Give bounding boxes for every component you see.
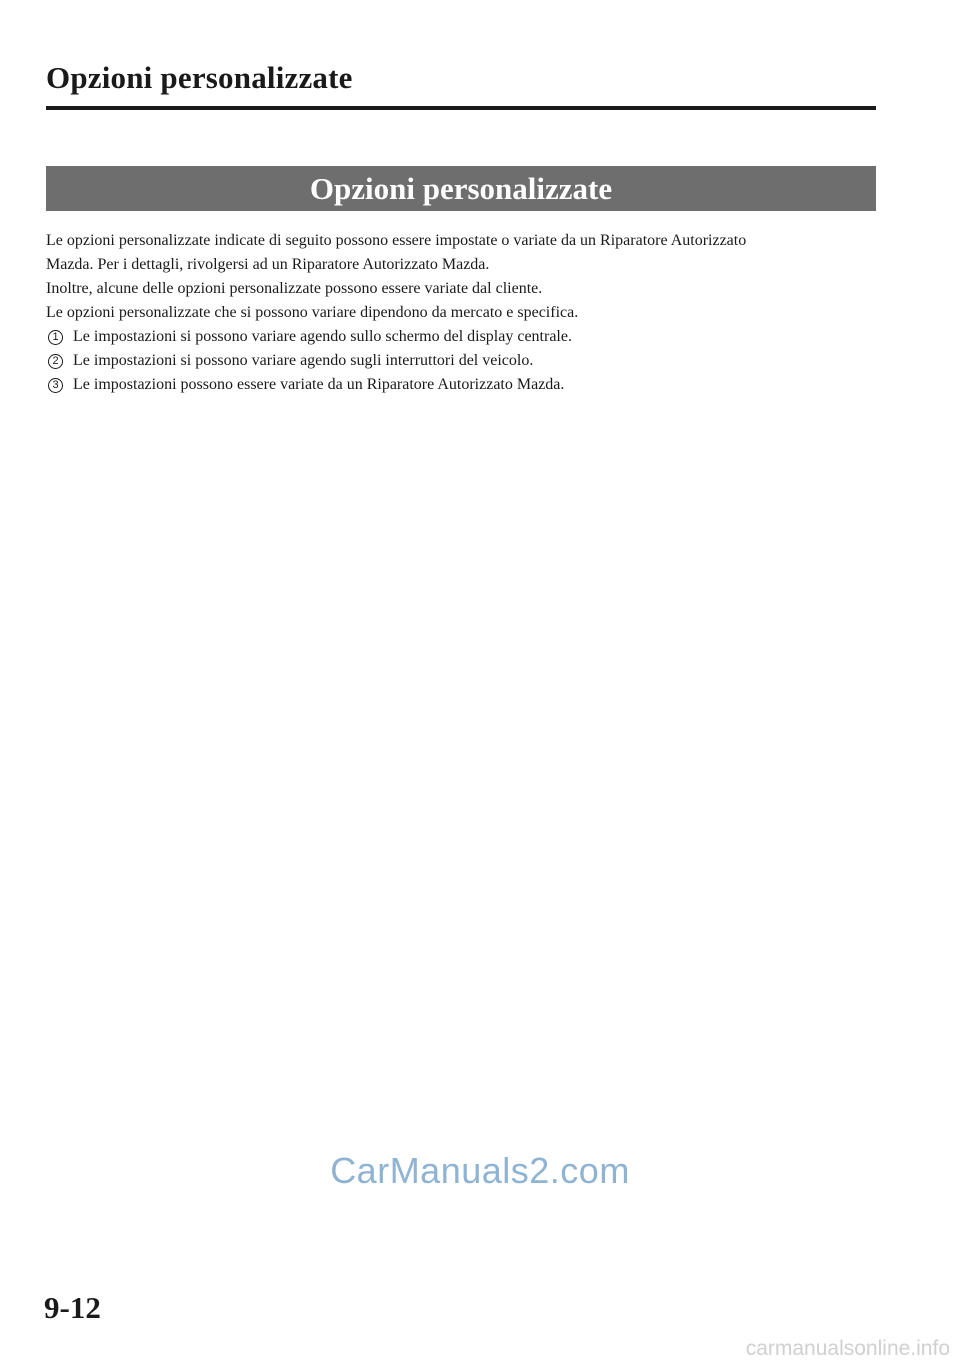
chapter-divider [46, 106, 876, 110]
section-title: Opzioni personalizzate [309, 171, 613, 206]
legend-text: Le impostazioni si possono variare agendo sugli interruttori del veicolo. [73, 352, 534, 369]
chapter-title: Opzioni personalizzate [46, 60, 353, 95]
page-number: 9-12 [44, 1290, 101, 1325]
legend-item [46, 349, 876, 373]
paragraph: Le opzioni personalizzate che si possono variare dipendono da mercato e specifica. [46, 304, 579, 321]
circled-number-1-icon: 1 [48, 330, 63, 345]
paragraph: Le opzioni personalizzate indicate di seguito possono essere impostate o variate da un Riparatore Autorizzato [46, 232, 747, 249]
section-banner [46, 166, 876, 211]
legend-item [46, 373, 876, 397]
circled-number-2-icon: 2 [48, 354, 63, 369]
legend-item [46, 325, 876, 349]
legend-text: Le impostazioni si possono variare agendo sullo schermo del display centrale. [73, 328, 572, 345]
legend-text: Le impostazioni possono essere variate da un Riparatore Autorizzato Mazda. [73, 376, 565, 393]
footer-url: carmanualsonline.info [745, 1337, 950, 1360]
paragraph: Mazda. Per i dettagli, rivolgersi ad un Riparatore Autorizzato Mazda. [46, 256, 490, 273]
circled-number-3-icon: 3 [48, 378, 63, 393]
body-text [46, 229, 876, 397]
paragraph: Inoltre, alcune delle opzioni personalizzate possono essere variate dal cliente. [46, 280, 543, 297]
watermark: CarManuals2.com [330, 1150, 630, 1191]
